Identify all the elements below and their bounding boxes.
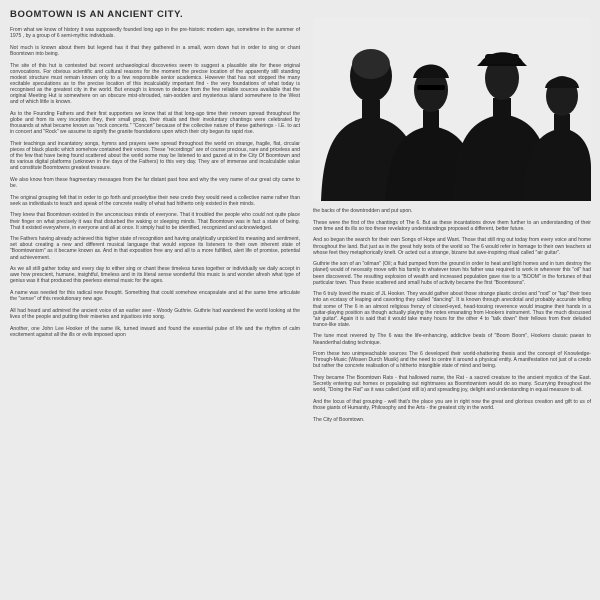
signoff: The City of Boomtown. (313, 416, 365, 423)
paragraph: The tune most revered by The 6 was the life-enhancing, addictive beats of "Boom Boom", Hookers classic paean to Neanderthal dating technique. (313, 333, 591, 346)
paragraph: As we all still gather today and every day to either sing or chant these timeless tunes together or individually we daily accept in awe how prescient, humane, insightful, timeless and in its literal sense wonderful this music is and wonder afresh what type of genius was it that produced this peerless eternal music for the ages. (10, 266, 300, 285)
paragraph: From these two unimpeachable sources The 6 developed their world-shattering thesis and the concept of Knowledge-Through-Music (Wissen Durch Musik) and the need to centre it around a physical entity. A manifestation not just of a credo but rather the concrete realisation of a hitherto intangible state of mind and being. (313, 351, 591, 370)
paragraph: The site of this hut is contested but recent archaeological discoveries seem to suggest a plausible site for these original convocations. For obvious scientific and cultural reasons for the moment the precise location of the apparently still standing modest structure must remain known only to a few responsible senior academics. However that has not stopped the many excitable speculations as to the precise location of this incalculably important find - the very foundations of what today is recognised as the greatest city in the world. But enough is known to deduce from the few reliable sources available that the original Meeting Hut is somewhere on an obscure mist-shrouded, rain-sodden and mysterious island somewhere to the West and of which little is known. (10, 62, 300, 106)
paragraph: Not much is known about them but legend has it that they gathered in a small, worn down hut in order to sing or chant Boomtown into being. (10, 44, 300, 57)
paragraph: The 6 truly loved the music of JL Hooker. They would gather about those strange plastic circles and "nod" or "tap" their toes into an ecstasy of leaping and cavorting they called "dancing". It is known through anecdotal and probably accurate telling that some of The 6 in an almost religious frenzy of closed-eyed, head-tossing reverence would imagine their hands in a guitar-playing position as though actually playing the notes emanating from Hookers instrument. Thus the much discussed "air guitar". Again it is said that it would take many hours for the other 4 to "talk down" their fellows from their deluded trance-like state. (313, 291, 591, 328)
paragraph: They knew that Boomtown existed in the unconscious minds of everyone. That it troubled the people who could not quite place their finger on what precisely it was that disturbed the waking or sleeping minds. That Boomtown was in fact a state of being. That it existed everywhere, in everyone and all at once. It simply had to be identified, recognized and acknowledged. (10, 212, 300, 231)
paragraph: As to the Founding Fathers and their first supporters we know that at that long-ago time their renown spread throughout the globe and from its very inception they, their small group, their rituals and their involuntary chantings were celebrated by thousands at what became known as "rock concerts." "Concert" because of the collective nature of these gatherings - I.E. to act in concert and "Rock" we assume to signify the granite foundations upon which their city began its rapid rise. (10, 110, 300, 136)
paragraph: They became The Boomtown Rats - that hallowed name, the Rat - a sacred creature to the ancient mystics of the East. Secretly entering out homes or populating out nightmares as Boomtownism would do so many. Scurrying throughout the world, "Doing the Rat" as it was called (and still is) and spreading joy, delight and understanding in equal measure to all. (313, 375, 591, 394)
paragraph: All had heard and admired the ancient voice of an earlier seer - Woody Guthrie. Guthrie had wandered the world looking at the lives of the people and putting their miseries and injustices into song. (10, 307, 300, 320)
page-title: BOOMTOWN IS AN ANCIENT CITY. (10, 9, 184, 20)
paragraph: From what we know of history it was supposedly founded long ago in the pre-historic modern age, sometime in the summer of 1975 , by a group of 6 semi-mythic individuals. (10, 27, 300, 40)
paragraph: Guthrie the son of an "oilman" (Oil; a fluid pumped from the ground in order to heat and light homes and in turn destroy the planet) would of necessity move with his family to whatever town his father was required to work in wherever this "oil" had been discovered. The resulting explosion of wealth and increased population gave rise to a "BOOM" in the fortunes of that particular town. Thus these scattered and small hubs of activity became the first "Boomtowns". (313, 261, 591, 286)
paragraph: The original grouping felt that in order to go forth and proselytise their new credo they would need a collective name rather than seek as individuals to teach and speak of the concrete reality of what had hitherto only existed in their minds. (10, 194, 300, 207)
right-column (313, 208, 591, 428)
left-column (10, 27, 300, 343)
paragraph: A name was needed for this radical new thought. Something that could somehow encapsulate and at the same time articulate the "sense" of this revolutionary new age. (10, 290, 300, 303)
paragraph: And so began the search for their own Songs of Hope and Want. Those that still ring out today from every voice and home throughout the land. But just as in the great holy texts of the world so The 6 would refer in homage to their own teachers at whose feet they metaphorically knelt. Or acted out a strange, bizarre but awe-inspiring ritual called "air guitar". (313, 237, 591, 256)
paragraph: We also know from these fragmentary messages from the far distant past how and why the very name of our great city came to be. (10, 176, 300, 189)
paragraph: The Fathers having already achieved this higher state of recognition and having analytically unpicked its meaning and sentiment, set about creating a new and different musical language that would expose its listeners to their own inherent state of "Boomtownism" as it became known as. And in that exposition free any and all to a more fulfilled, alert life of promise, potential and achievement. (10, 236, 300, 261)
paragraph: Another, one John Lee Hooker of the same ilk, turned inward and found the essential pulse of life and the rhythm of calm excitement against all the ills or evils imposed upon (10, 325, 300, 338)
paragraph: Their teachings and incantatory songs, hymns and prayers were spread throughout the world on strange, fragile, flat, circular pieces of black plastic which somehow contained their voices. These "recordings" are of course precious, rare and priceless and of the few that have being found scattered about the world some may be listened to and gazed at in the City Of Boomtown and its various digital platforms (unknown in the days of the Fathers) to this very day. They are of immense and incalculable value and constitute Boomtowns greatest treasure. (10, 140, 300, 172)
paragraph: And the locus of that grouping - well that's the place you are in right now the great and glorious creation and gift to us of those giants of Humanity, Philosophy and the Arts - the greatest city in the world. (313, 399, 591, 412)
band-photo (313, 18, 591, 201)
paragraph: These were the first of the chantings of The 6. But as these incantations drove them further to an understanding of their own time and its ills so too these revelatory understandings proposed a different, better future. (313, 219, 591, 232)
paragraph: the backs of the downtrodden and put upon. (313, 208, 413, 214)
